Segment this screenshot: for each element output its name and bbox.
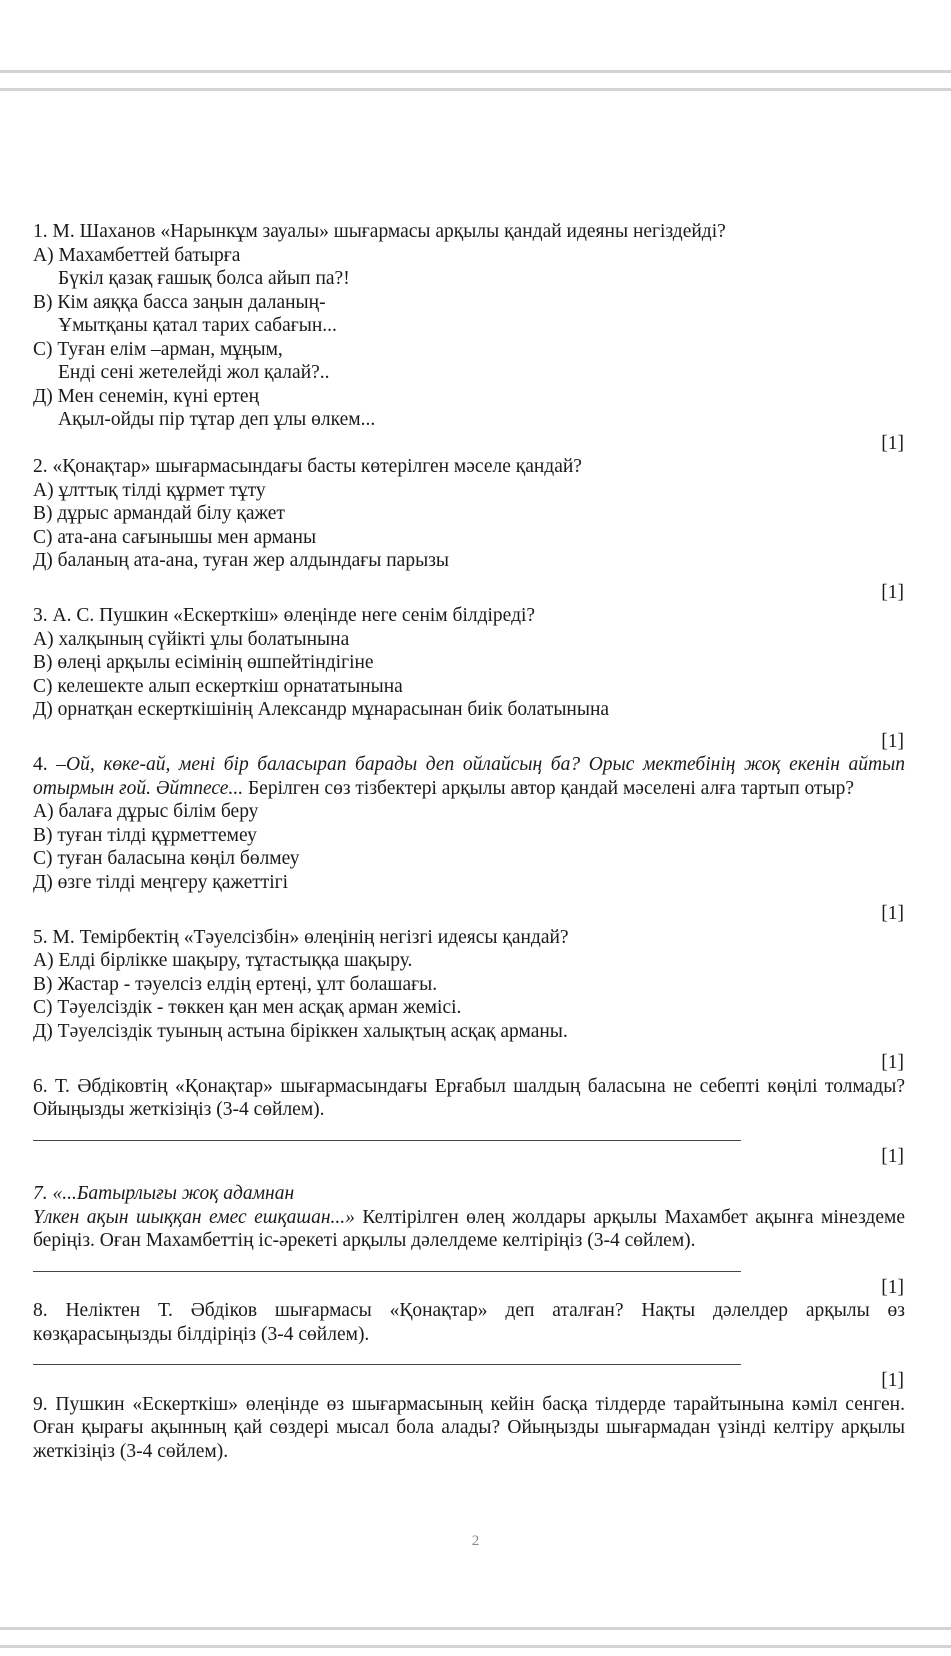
page-number: 2 (471, 1533, 480, 1549)
question-title (33, 753, 905, 800)
question-title: 9. Пушкин «Ескерткіш» өлеңінде өз шығармасының кейін басқа тілдерде тарайтынына кәміл сенген. Оған қырағы ақынның қай сөздері мысал бола алады? Ойыңызды шығармадан үзінді келтіру арқылы жеткізіңіз (3-4 сөйлем). (33, 1393, 905, 1462)
question-quote-line1: 7. «...Батырлығы жоқ адамнан (33, 1183, 295, 1204)
question-7 (33, 1182, 905, 1299)
question-title: 2. «Қонақтар» шығармасындағы басты көтерілген мәселе қандай? (33, 456, 582, 477)
option-a-line2: Бүкіл қазақ ғашық болса айып па?! (58, 268, 350, 289)
question-5 (33, 926, 905, 1075)
question-3 (33, 604, 905, 753)
option-b: В) туған тілді құрметтемеу (33, 824, 257, 846)
option-a: А) ұлттық тілді құрмет тұту (33, 479, 266, 501)
option-d: Д) Тәуелсіздік туының астына біріккен халықтың асқақ арманы. (33, 1020, 568, 1042)
question-title: 1. М. Шаханов «Нарынкұм зауалы» шығармасы арқылы қандай идеяны негіздейді? (33, 221, 726, 242)
option-b: В) өлеңі арқылы есімінің өшпейтіндігіне (33, 652, 374, 673)
top-border-inner (0, 88, 951, 91)
question-6 (33, 1075, 905, 1169)
answer-line (33, 1363, 741, 1365)
option-d: Д) Мен сенемін, күні ертең (33, 385, 260, 407)
option-b: В) Жастар - тәуелсіз елдің ертеңі, ұлт болашағы. (33, 973, 438, 995)
option-c-line2: Енді сені жетелейді жол қалай?.. (58, 362, 330, 383)
question-quote-line2: Үлкен ақын шыққан емес ешқашан...» (33, 1206, 355, 1228)
question-title: 6. Т. Әбдіковтің «Қонақтар» шығармасындағы Ерғабыл шалдың баласына не себепті көңілі толмады? Ойыңызды жеткізіңіз (3-4 сөйлем). (33, 1075, 905, 1120)
option-d: Д) орнатқан ескерткішінің Александр мұнарасынан биік болатынына (33, 699, 610, 720)
score-mark: [1] (881, 1145, 904, 1167)
option-c: С) ата-ана сағынышы мен арманы (33, 526, 317, 548)
option-b: В) дұрыс армандай білу қажет (33, 503, 285, 524)
top-border (0, 70, 951, 73)
option-b-line2: Ұмытқаны қатал тарих сабағын... (58, 315, 337, 336)
score-mark: [1] (881, 1276, 904, 1298)
option-c: С) туған баласына көңіл бөлмеу (33, 848, 300, 869)
question-8 (33, 1299, 905, 1393)
question-1 (33, 220, 905, 455)
option-a: А) халқының сүйікті ұлы болатынына (33, 628, 350, 650)
option-d: Д) өзге тілді меңгеру қажеттігі (33, 871, 289, 893)
question-quote: –Ой, көке-ай, мені бір баласырап барады деп ойлайсың ба? Орыс мектебінің жоқ екенін айтып отырмын ғой. Әйтпесе... (33, 754, 906, 799)
score-mark: [1] (881, 1052, 904, 1073)
answer-line (33, 1139, 741, 1141)
option-d-line2: Ақыл-ойды пір тұтар деп ұлы өлкем... (58, 409, 376, 430)
question-title (33, 1206, 905, 1253)
option-a: А) Елді бірлікке шақыру, тұтастыққа шақыру. (33, 950, 413, 971)
score-mark: [1] (881, 432, 904, 454)
question-2 (33, 455, 905, 604)
question-title: 8. Неліктен Т. Әбдіков шығармасы «Қонақтар» деп аталған? Нақты дәлелдер арқылы өз көзқарасыңызды білдіріңіз (3-4 сөйлем). (33, 1300, 905, 1345)
question-text: Келтірілген өлең жолдары арқылы Махамбет ақынға мінездеме беріңіз. Оған Махамбеттің іс-әрекеті арқылы дәлелдеме келтіріңіз (3-4 сөйлем). (33, 1206, 905, 1251)
option-b: В) Кім аяққа басса заңын даланың- (33, 291, 326, 313)
bottom-border-inner (0, 1645, 951, 1648)
test-content (33, 220, 905, 1463)
question-4 (33, 753, 905, 926)
option-c: С) Туған елім –арман, мұңым, (33, 338, 283, 360)
score-mark: [1] (881, 1370, 904, 1391)
option-a: А) Махамбеттей батырға (33, 244, 241, 266)
bottom-border (0, 1627, 951, 1630)
score-mark: [1] (881, 730, 904, 752)
score-mark: [1] (881, 581, 904, 603)
question-number: 4. (33, 754, 57, 775)
score-mark: [1] (881, 903, 904, 924)
question-title: 3. А. С. Пушкин «Ескерткіш» өлеңінде неге сенім білдіреді? (33, 605, 536, 626)
question-text: Берілген сөз тізбектері арқылы автор қандай мәселені алға тартып отыр? (243, 777, 855, 799)
answer-line (33, 1270, 741, 1272)
option-d: Д) баланың ата-ана, туған жер алдындағы парызы (33, 550, 449, 571)
option-c: С) Тәуелсіздік - төккен қан мен асқақ арман жемісі. (33, 997, 462, 1018)
option-c: С) келешекте алып ескерткіш орнататынына (33, 675, 403, 697)
question-title: 5. М. Темірбектің «Тәуелсізбін» өлеңінің негізгі идеясы қандай? (33, 926, 569, 948)
question-9 (33, 1393, 905, 1464)
option-a: А) балаға дұрыс білім беру (33, 801, 259, 822)
